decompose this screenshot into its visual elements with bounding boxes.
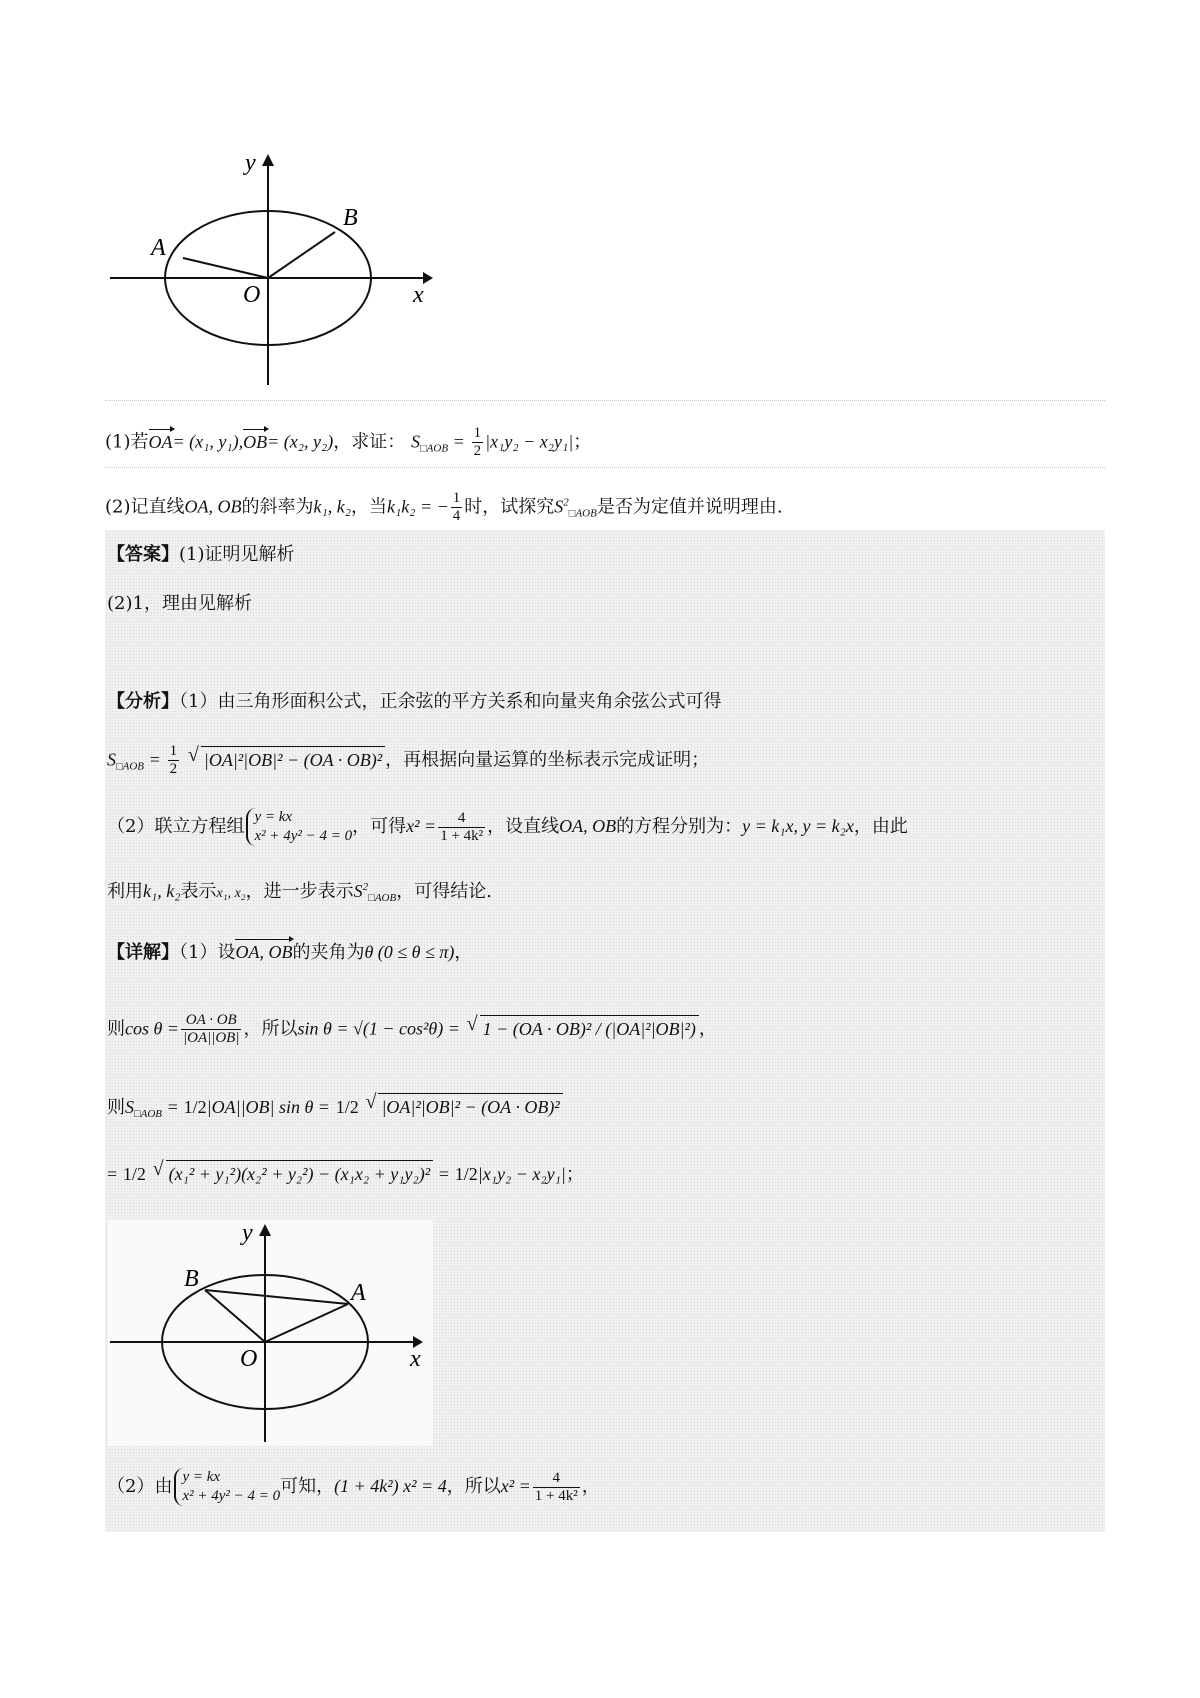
detail-line-3: 则$S_{□AOB} = 1/2|OA||OB|$ sin θ = 1/2 √ |OA|²|OB|² − (OA · OB)² [107, 1093, 563, 1126]
question-1: (1)若OA= (x₁, y₁),OB= (x₂, y₂)，求证： $S_{□AOB}$ = $\frac{1}{2}$ |x₁y₂ − x₂y₁|； [105, 425, 592, 459]
answer-part2: (2)1，理由见解析 [107, 593, 252, 614]
fig1-label-y: y [245, 150, 256, 176]
answer-tag: 【答案】 [107, 544, 179, 565]
equals: = [453, 431, 464, 452]
analysis-line-2: $S_{□AOB}$ = $\frac{1}{2}$ √ |OA|²|OB|² − (OA · OB)² ，再根据向量运算的坐标表示完成证明； [107, 743, 709, 779]
equation-system: y = kx x² + 4y² − 4 = 0 [246, 808, 352, 846]
q1-text: 若 [130, 431, 149, 453]
separator [105, 400, 1105, 401]
fig2-label-b: B [184, 1266, 199, 1292]
slopes: k₁, k₂ [313, 496, 351, 517]
fraction-quarter: $\frac{1}{4}$ [452, 490, 461, 524]
fig2-label-a: A [351, 1280, 366, 1306]
detail-line-2: 则cos θ = $\frac{OA \cdot OB}{|OA||OB|}$ ，所以sin θ = √(1 − cos²θ) = √ 1 − (OA · OB)² / (|OA|²|OB|²) ， [107, 1012, 717, 1047]
vector-ob: OB [243, 431, 268, 452]
analysis-line-4: 利用k₁, k₂表示x₁, x₂，进一步表示$S^2_{□AOB}$，可得结论. [107, 881, 492, 904]
fig1-label-x: x [413, 282, 424, 308]
detail-line-4: = 1/2 √ (x₁² + y₁²)(x₂² + y₂²) − (x₁x₂ + y₁y₂)² = 1/2|x₁y₂ − x₂y₁|； [107, 1160, 584, 1187]
slope-product: k₁k₂ = − [387, 496, 449, 517]
coord-a: = (x₁, y₁), [172, 431, 244, 452]
analysis-line-1: 【分析】（1）由三角形面积公式，正余弦的平方关系和向量夹角余弦公式可得 [107, 691, 722, 712]
separator [105, 467, 1105, 468]
analysis-line-3: （2）联立方程组 y = kx x² + 4y² − 4 = 0，可得x² = $\frac{4}{\text{1 + 4k²}}$ ，设直线OA, OB的方程分别为：y = k₁x, y = k₂x，由此 [107, 809, 908, 844]
area-subscript: □AOB [420, 442, 449, 455]
analysis-tag: 【分析】 [107, 691, 179, 712]
ellipse-figure-2 [108, 1220, 433, 1446]
lines-oa-ob: OA, OB [184, 496, 242, 517]
answer-part1: 【答案】(1)证明见解析 [107, 544, 295, 565]
q1-number: (1) [105, 431, 131, 453]
fig2-label-o: O [240, 1346, 258, 1372]
fig2-label-y: y [242, 1220, 253, 1246]
fig1-label-o: O [243, 282, 261, 308]
q1-prove: ，求证： [333, 431, 406, 453]
ellipse-figure-1 [105, 150, 435, 390]
fraction-half: $\frac{1}{2}$ [473, 425, 482, 459]
sqrt-expression: √ |OA|²|OB|² − (OA · OB)² [201, 746, 385, 772]
detail-line-1: 【详解】（1）设OA, OB的夹角为θ (0 ≤ θ ≤ π)， [107, 942, 473, 963]
fig2-label-x: x [410, 1346, 421, 1372]
vector-oa: OA [148, 431, 173, 452]
fig1-label-a: A [151, 235, 166, 261]
fig1-label-b: B [343, 205, 358, 231]
question-2: (2)记直线OA, OB的斜率为k₁, k₂，当k₁k₂ = − $\frac{1}{4}$ 时，试探究$S^2_{□AOB}$是否为定值并说明理由. [105, 490, 783, 524]
detail-line-5: （2）由 y = kx x² + 4y² − 4 = 0可知，(1 + 4k²) x² = 4，所以x² = $\frac{4}{\text{1 + 4k²}}$ ， [107, 1469, 600, 1504]
coord-b: = (x₂, y₂) [267, 431, 334, 452]
area-symbol: S [411, 431, 421, 452]
detail-tag: 【详解】 [107, 942, 179, 963]
abs-expression: |x₁y₂ − x₂y₁| [485, 431, 574, 452]
